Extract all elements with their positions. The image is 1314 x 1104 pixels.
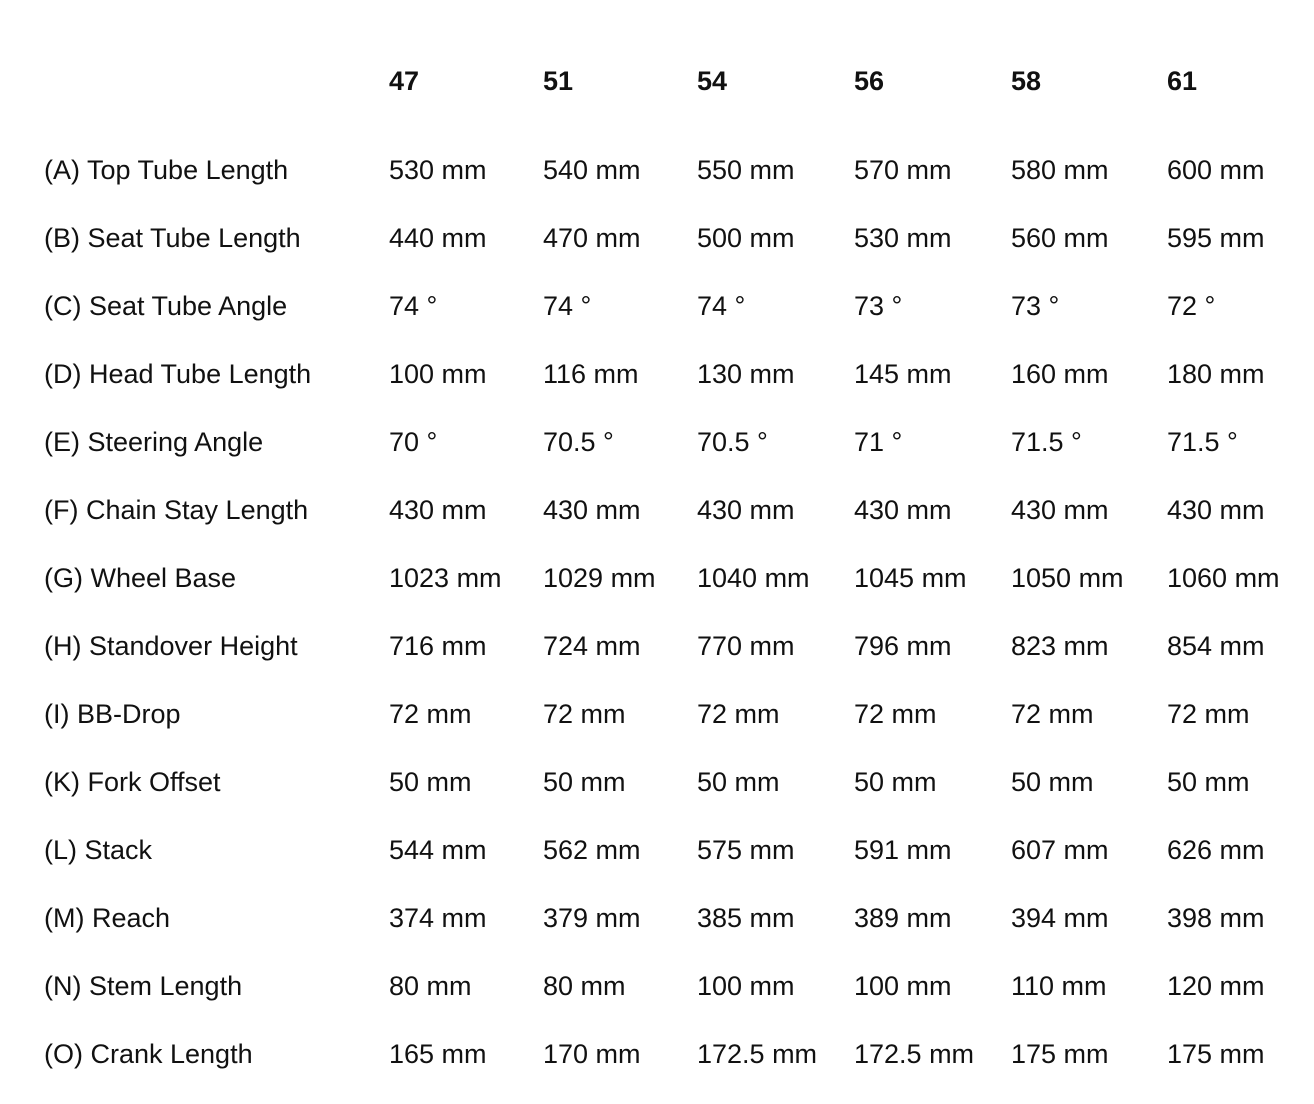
table-cell: 544 mm bbox=[389, 835, 487, 865]
table-cell: 145 mm bbox=[854, 359, 952, 389]
table-cell: 74 ° bbox=[697, 291, 746, 321]
table-cell: 716 mm bbox=[389, 631, 487, 661]
table-cell: 73 ° bbox=[854, 291, 903, 321]
table-cell: 1060 mm bbox=[1167, 563, 1280, 593]
table-cell: 80 mm bbox=[389, 971, 472, 1001]
table-cell: 71 ° bbox=[854, 427, 903, 457]
table-row bbox=[44, 288, 1314, 356]
table-cell: 550 mm bbox=[697, 155, 795, 185]
table-cell: 600 mm bbox=[1167, 155, 1265, 185]
table-row bbox=[44, 424, 1314, 492]
row-label: (G) Wheel Base bbox=[44, 563, 237, 593]
table-cell: 430 mm bbox=[1011, 495, 1109, 525]
row-label: (M) Reach bbox=[44, 903, 171, 933]
table-cell: 854 mm bbox=[1167, 631, 1265, 661]
table-cell: 530 mm bbox=[854, 223, 952, 253]
size-header: 61 bbox=[1167, 66, 1198, 96]
table-cell: 70.5 ° bbox=[543, 427, 614, 457]
table-cell: 100 mm bbox=[854, 971, 952, 1001]
table-cell: 72 mm bbox=[389, 699, 472, 729]
table-cell: 120 mm bbox=[1167, 971, 1265, 1001]
table-cell: 180 mm bbox=[1167, 359, 1265, 389]
table-row bbox=[44, 152, 1314, 220]
table-cell: 500 mm bbox=[697, 223, 795, 253]
table-cell: 72 mm bbox=[697, 699, 780, 729]
table-cell: 110 mm bbox=[1011, 971, 1107, 1001]
table-row bbox=[44, 968, 1314, 1036]
table-cell: 595 mm bbox=[1167, 223, 1265, 253]
row-label: (A) Top Tube Length bbox=[44, 155, 289, 185]
table-cell: 160 mm bbox=[1011, 359, 1109, 389]
table-row bbox=[44, 220, 1314, 288]
table-row bbox=[44, 832, 1314, 900]
table-cell: 71.5 ° bbox=[1167, 427, 1238, 457]
table-cell: 575 mm bbox=[697, 835, 795, 865]
table-cell: 72 mm bbox=[854, 699, 937, 729]
table-cell: 394 mm bbox=[1011, 903, 1109, 933]
table-cell: 430 mm bbox=[1167, 495, 1265, 525]
table-row bbox=[44, 764, 1314, 832]
table-cell: 379 mm bbox=[543, 903, 641, 933]
row-label: (H) Standover Height bbox=[44, 631, 298, 661]
table-cell: 430 mm bbox=[543, 495, 641, 525]
table-cell: 1040 mm bbox=[697, 563, 810, 593]
table-cell: 172.5 mm bbox=[697, 1039, 818, 1069]
table-cell: 50 mm bbox=[1167, 767, 1250, 797]
table-cell: 172.5 mm bbox=[854, 1039, 975, 1069]
table-row bbox=[44, 628, 1314, 696]
table-cell: 398 mm bbox=[1167, 903, 1265, 933]
table-cell: 607 mm bbox=[1011, 835, 1109, 865]
table-cell: 50 mm bbox=[389, 767, 472, 797]
table-cell: 50 mm bbox=[854, 767, 937, 797]
table-cell: 626 mm bbox=[1167, 835, 1265, 865]
table-cell: 591 mm bbox=[854, 835, 952, 865]
table-cell: 70 ° bbox=[389, 427, 438, 457]
row-label: (O) Crank Length bbox=[44, 1039, 253, 1069]
table-cell: 796 mm bbox=[854, 631, 952, 661]
size-header-row bbox=[44, 58, 1314, 106]
table-cell: 1050 mm bbox=[1011, 563, 1124, 593]
table-cell: 50 mm bbox=[543, 767, 626, 797]
table-cell: 430 mm bbox=[854, 495, 952, 525]
table-row bbox=[44, 492, 1314, 560]
table-cell: 74 ° bbox=[543, 291, 592, 321]
table-cell: 374 mm bbox=[389, 903, 487, 933]
table-cell: 116 mm bbox=[543, 359, 639, 389]
table-cell: 165 mm bbox=[389, 1039, 487, 1069]
table-cell: 175 mm bbox=[1011, 1039, 1109, 1069]
table-cell: 1045 mm bbox=[854, 563, 967, 593]
table-row bbox=[44, 560, 1314, 628]
table-cell: 72 mm bbox=[1167, 699, 1250, 729]
table-row bbox=[44, 696, 1314, 764]
table-cell: 560 mm bbox=[1011, 223, 1109, 253]
table-cell: 580 mm bbox=[1011, 155, 1109, 185]
table-cell: 385 mm bbox=[697, 903, 795, 933]
table-cell: 170 mm bbox=[543, 1039, 641, 1069]
row-label: (D) Head Tube Length bbox=[44, 359, 312, 389]
geometry-rows bbox=[44, 152, 1314, 1104]
table-cell: 724 mm bbox=[543, 631, 641, 661]
size-header: 56 bbox=[854, 66, 885, 96]
table-cell: 430 mm bbox=[389, 495, 487, 525]
table-cell: 770 mm bbox=[697, 631, 795, 661]
table-cell: 50 mm bbox=[697, 767, 780, 797]
table-cell: 72 ° bbox=[1167, 291, 1216, 321]
row-label: (L) Stack bbox=[44, 835, 153, 865]
row-label: (N) Stem Length bbox=[44, 971, 243, 1001]
row-label: (K) Fork Offset bbox=[44, 767, 221, 797]
row-label: (I) BB-Drop bbox=[44, 699, 181, 729]
table-row bbox=[44, 900, 1314, 968]
table-row bbox=[44, 1036, 1314, 1104]
table-cell: 50 mm bbox=[1011, 767, 1094, 797]
table-cell: 72 mm bbox=[1011, 699, 1094, 729]
table-cell: 175 mm bbox=[1167, 1039, 1265, 1069]
table-cell: 70.5 ° bbox=[697, 427, 768, 457]
table-cell: 470 mm bbox=[543, 223, 641, 253]
size-header: 58 bbox=[1011, 66, 1042, 96]
table-cell: 562 mm bbox=[543, 835, 641, 865]
table-cell: 540 mm bbox=[543, 155, 641, 185]
row-label: (E) Steering Angle bbox=[44, 427, 264, 457]
table-cell: 74 ° bbox=[389, 291, 438, 321]
table-cell: 1023 mm bbox=[389, 563, 502, 593]
table-cell: 73 ° bbox=[1011, 291, 1060, 321]
table-cell: 130 mm bbox=[697, 359, 795, 389]
table-cell: 823 mm bbox=[1011, 631, 1109, 661]
table-cell: 389 mm bbox=[854, 903, 952, 933]
row-label: (F) Chain Stay Length bbox=[44, 495, 309, 525]
size-header: 51 bbox=[543, 66, 574, 96]
table-cell: 80 mm bbox=[543, 971, 626, 1001]
table-row bbox=[44, 356, 1314, 424]
table-cell: 440 mm bbox=[389, 223, 487, 253]
table-cell: 72 mm bbox=[543, 699, 626, 729]
table-cell: 100 mm bbox=[389, 359, 487, 389]
size-header: 47 bbox=[389, 66, 420, 96]
table-cell: 1029 mm bbox=[543, 563, 656, 593]
table-cell: 530 mm bbox=[389, 155, 487, 185]
table-cell: 430 mm bbox=[697, 495, 795, 525]
size-header: 54 bbox=[697, 66, 728, 96]
table-cell: 100 mm bbox=[697, 971, 795, 1001]
table-cell: 570 mm bbox=[854, 155, 952, 185]
row-label: (B) Seat Tube Length bbox=[44, 223, 301, 253]
table-cell: 71.5 ° bbox=[1011, 427, 1082, 457]
row-label: (C) Seat Tube Angle bbox=[44, 291, 288, 321]
